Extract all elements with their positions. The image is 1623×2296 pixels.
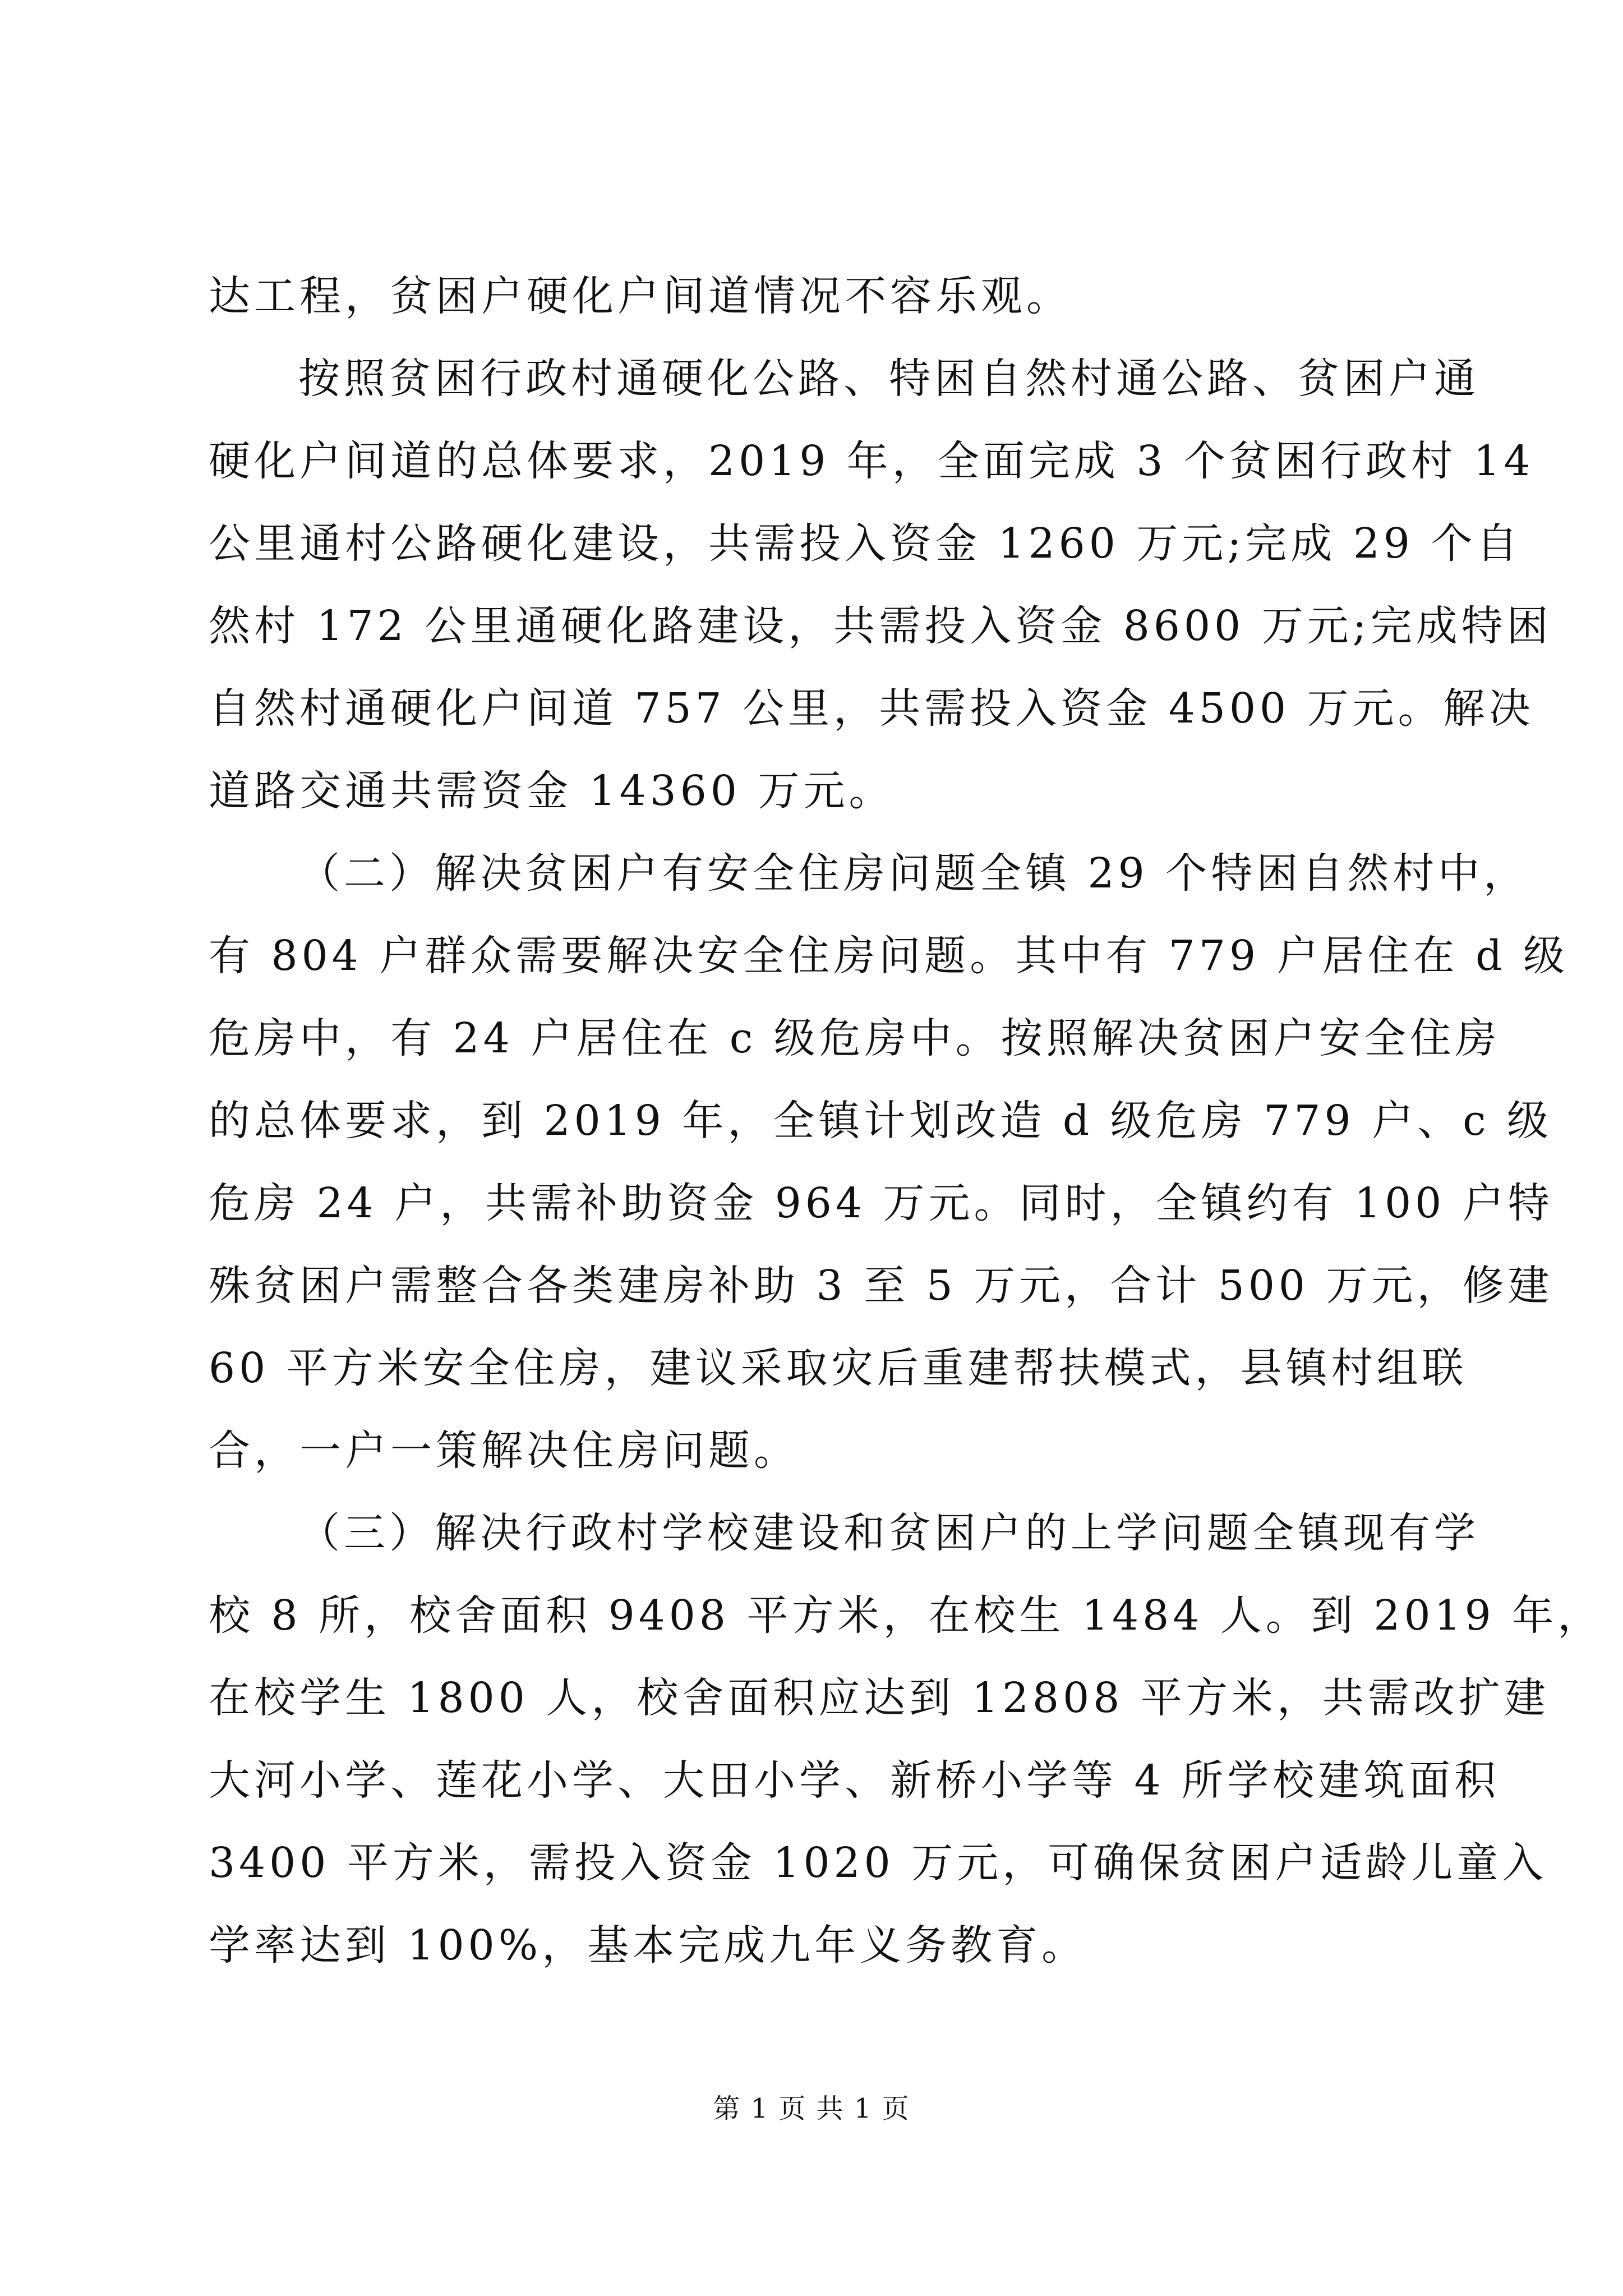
text-line: 公里通村公路硬化建设，共需投入资金 1260 万元;完成 29 个自: [209, 519, 1522, 568]
section-heading-line: （二）解决贫困户有安全住房问题全镇 29 个特困自然村中，: [298, 849, 1529, 898]
text-line: 达工程，贫困户硬化户间道情况不容乐观。: [209, 272, 1072, 320]
text-line: 然村 172 公里通硬化路建设，共需投入资金 8600 万元;完成特困: [209, 602, 1552, 650]
body-text: [209, 255, 1603, 1987]
text-line: 大河小学、莲花小学、大田小学、新桥小学等 4 所学校建筑面积: [209, 1756, 1500, 1805]
text-line: 自然村通硬化户间道 757 公里，共需投入资金 4500 万元。解决: [209, 684, 1534, 733]
text-line: 合，一户一策解决住房问题。: [209, 1427, 799, 1475]
text-line: 在校学生 1800 人，校舍面积应达到 12808 平方米，共需改扩建: [209, 1674, 1550, 1722]
paragraph-start-line: 按照贫困行政村通硬化公路、特困自然村通公路、贫困户通: [298, 355, 1479, 403]
text-line: 有 804 户群众需要解决安全住房问题。其中有 779 户居住在 d 级: [209, 932, 1569, 980]
section-heading-line: （三）解决行政村学校建设和贫困户的上学问题全镇现有学: [298, 1509, 1479, 1557]
text-line: 危房中，有 24 户居住在 c 级危房中。按照解决贫困户安全住房: [209, 1014, 1501, 1062]
text-line: 60 平方米安全住房，建议采取灾后重建帮扶模式，县镇村组联: [209, 1344, 1468, 1392]
page-footer: 第 1 页 共 1 页: [713, 2093, 910, 2124]
text-line: 道路交通共需资金 14360 万元。: [209, 767, 895, 815]
text-line: 学率达到 100%，基本完成九年义务教育。: [209, 1921, 1087, 1970]
text-line: 硬化户间道的总体要求，2019 年，全面完成 3 个贫困行政村 14: [209, 437, 1534, 485]
text-line: 殊贫困户需整合各类建房补助 3 至 5 万元，合计 500 万元，修建: [209, 1262, 1553, 1310]
text-line: 校 8 所，校舍面积 9408 平方米，在校生 1484 人。到 2019 年，: [209, 1591, 1603, 1640]
text-line: 的总体要求，到 2019 年，全镇计划改造 d 级危房 779 户、c 级: [209, 1097, 1553, 1145]
text-line: 3400 平方米，需投入资金 1020 万元，可确保贫困户适龄儿童入: [209, 1839, 1548, 1887]
text-line: 危房 24 户，共需补助资金 964 万元。同时，全镇约有 100 户特: [209, 1179, 1553, 1227]
